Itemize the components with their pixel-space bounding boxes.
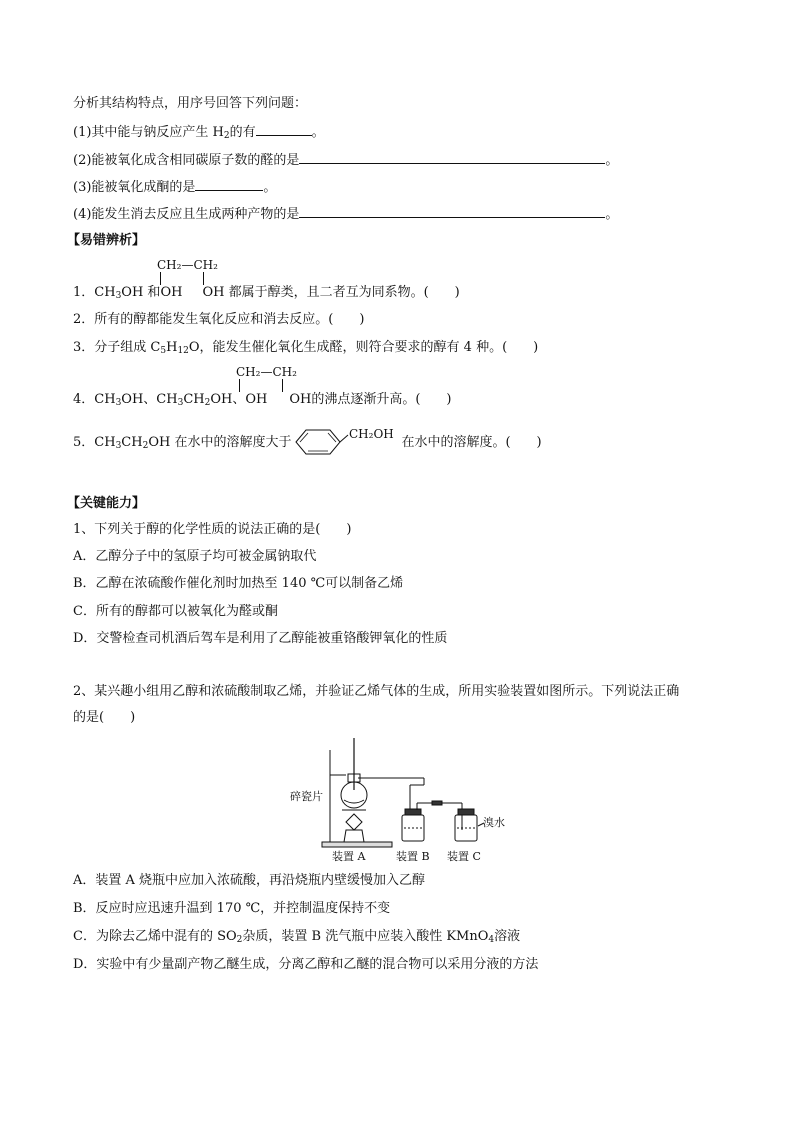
q2-answer-blank[interactable] — [299, 151, 605, 164]
s1-oh-right: OH — [202, 285, 225, 300]
label-apparatus-b: 装置 B — [396, 850, 430, 863]
statement-4 — [73, 391, 452, 412]
s1-mid: OH 和 — [121, 285, 161, 300]
s4-sub1: 3 — [115, 398, 122, 408]
q2c-pre: C．为除去乙烯中混有的 SO — [73, 929, 237, 944]
label-chips: 碎瓷片 — [290, 790, 323, 803]
ring-double-bond-1 — [300, 433, 308, 442]
s1-sub: 3 — [115, 291, 122, 301]
statement-2: 2．所有的醇都能发生氧化反应和消去反应。( ) — [73, 312, 365, 327]
s3-mid: H — [166, 340, 178, 355]
label-apparatus-a: 装置 A — [332, 850, 366, 863]
s3-pre: 3．分子组成 C — [73, 340, 161, 355]
s4-c: OH、 — [210, 392, 246, 407]
q1-text-post: 的有 — [229, 125, 256, 140]
q1-subscript: 2 — [223, 131, 230, 141]
label-bromine-water: 溴水 — [483, 816, 505, 829]
question-4-line — [73, 205, 618, 224]
q4-answer-blank[interactable] — [299, 205, 605, 218]
key-q1-stem: 1、下列关于醇的化学性质的说法正确的是( ) — [73, 522, 352, 537]
q2-end: 。 — [605, 153, 619, 168]
stand-base — [322, 842, 392, 847]
statement-3 — [73, 339, 538, 360]
question-2-line — [73, 151, 618, 170]
key-ability-heading: 【关键能力】 — [67, 496, 146, 511]
key-q1-option-b[interactable]: B．乙醇在浓硫酸作催化剂时加热至 140 ℃可以制备乙烯 — [73, 576, 404, 591]
benzyl-alcohol-structure — [290, 426, 402, 460]
s1-post: 都属于醇类，且二者互为同系物。( ) — [224, 285, 460, 300]
ring-double-bond-2 — [328, 433, 336, 442]
s1-pre: 1．CH — [73, 285, 116, 300]
q1-text: (1)其中能与钠反应产生 H — [73, 125, 224, 140]
bottle-c-stopper — [458, 809, 474, 815]
s4-post: 的沸点逐渐升高。( ) — [311, 392, 452, 407]
q1-answer-blank[interactable] — [256, 123, 312, 136]
q2c-sub2: 4 — [488, 935, 495, 945]
q2c-sub: 2 — [236, 935, 243, 945]
s4-a: OH、CH — [121, 392, 178, 407]
key-q2-option-b[interactable]: B．反应时应迅速升温到 170 ℃，并控制温度保持不变 — [73, 901, 391, 916]
s1-struct-top: CH₂—CH₂ — [157, 258, 218, 272]
s4-oh-left: OH — [245, 392, 268, 407]
q4-end: 。 — [605, 207, 619, 222]
benzene-ring — [296, 430, 340, 454]
s5-pre: 5．CH — [73, 435, 116, 450]
key-q2-option-a[interactable]: A．装置 A 烧瓶中应加入浓硫酸，再沿烧瓶内壁缓慢加入乙醇 — [73, 873, 426, 888]
ethylene-apparatus-figure — [282, 730, 522, 866]
s4-sub2: 3 — [177, 398, 184, 408]
s3-post: O，能发生催化氧化生成醛，则符合要求的醇有 4 种。( ) — [188, 340, 539, 355]
s4-oh-right: OH — [289, 392, 312, 407]
side-chain-bond — [340, 435, 348, 442]
key-q2-stem-line2: 的是( ) — [73, 710, 136, 725]
error-analysis-heading: 【易错辨析】 — [67, 233, 146, 248]
s5-sub2: 2 — [142, 441, 149, 451]
s3-sub1: 5 — [160, 346, 167, 356]
s5-a: CH — [121, 435, 143, 450]
q3-text: (3)能被氧化成酮的是 — [73, 180, 196, 195]
s1-oh-left: OH — [160, 285, 183, 300]
tube-connector — [432, 801, 442, 805]
s3-sub2: 12 — [177, 346, 189, 356]
key-q2-stem-line1: 2、某兴趣小组用乙醇和浓硫酸制取乙烯，并验证乙烯气体的生成，所用实验装置如图所示。下列说法正确 — [73, 684, 680, 699]
s4-sub3: 2 — [204, 398, 211, 408]
burner-flame — [346, 814, 362, 830]
key-q1-option-d[interactable]: D．交警检查司机酒后驾车是利用了乙醇能被重铬酸钾氧化的性质 — [73, 631, 448, 646]
s5-post: 在水中的溶解度。( ) — [401, 435, 542, 450]
label-apparatus-c: 装置 C — [447, 850, 481, 863]
alcohol-lamp — [344, 830, 364, 842]
key-q2-option-d[interactable]: D．实验中有少量副产物乙醚生成，分离乙醇和乙醚的混合物可以采用分液的方法 — [73, 957, 539, 972]
q4-text: (4)能发生消去反应且生成两种产物的是 — [73, 207, 300, 222]
intro-text: 分析其结构特点，用序号回答下列问题： — [73, 96, 308, 111]
q3-answer-blank[interactable] — [195, 178, 263, 191]
s4-pre: 4．CH — [73, 392, 116, 407]
question-1-line — [73, 123, 325, 145]
key-q1-option-c[interactable]: C．所有的醇都可以被氧化为醛或酮 — [73, 604, 278, 619]
q2-text: (2)能被氧化成含相同碳原子数的醛的是 — [73, 153, 300, 168]
s5-sub1: 3 — [115, 441, 122, 451]
bottle-b-stopper — [405, 809, 421, 815]
q2c-end: 溶液 — [494, 929, 521, 944]
s4-b: CH — [183, 392, 205, 407]
key-q1-option-a[interactable]: A．乙醇分子中的氢原子均可被金属钠取代 — [73, 549, 317, 564]
question-3-line — [73, 178, 276, 197]
q3-end: 。 — [263, 180, 277, 195]
statement-1 — [73, 284, 460, 305]
s5-b: OH 在水中的溶解度大于 — [148, 435, 292, 450]
q2c-post: 杂质，装置 B 洗气瓶中应装入酸性 KMnO — [242, 929, 489, 944]
flask-a-liquid — [344, 800, 364, 803]
ch2oh-group: CH₂OH — [349, 427, 394, 441]
key-q2-option-c[interactable] — [73, 928, 520, 949]
q1-end: 。 — [311, 125, 325, 140]
s4-struct-top: CH₂—CH₂ — [236, 365, 297, 379]
